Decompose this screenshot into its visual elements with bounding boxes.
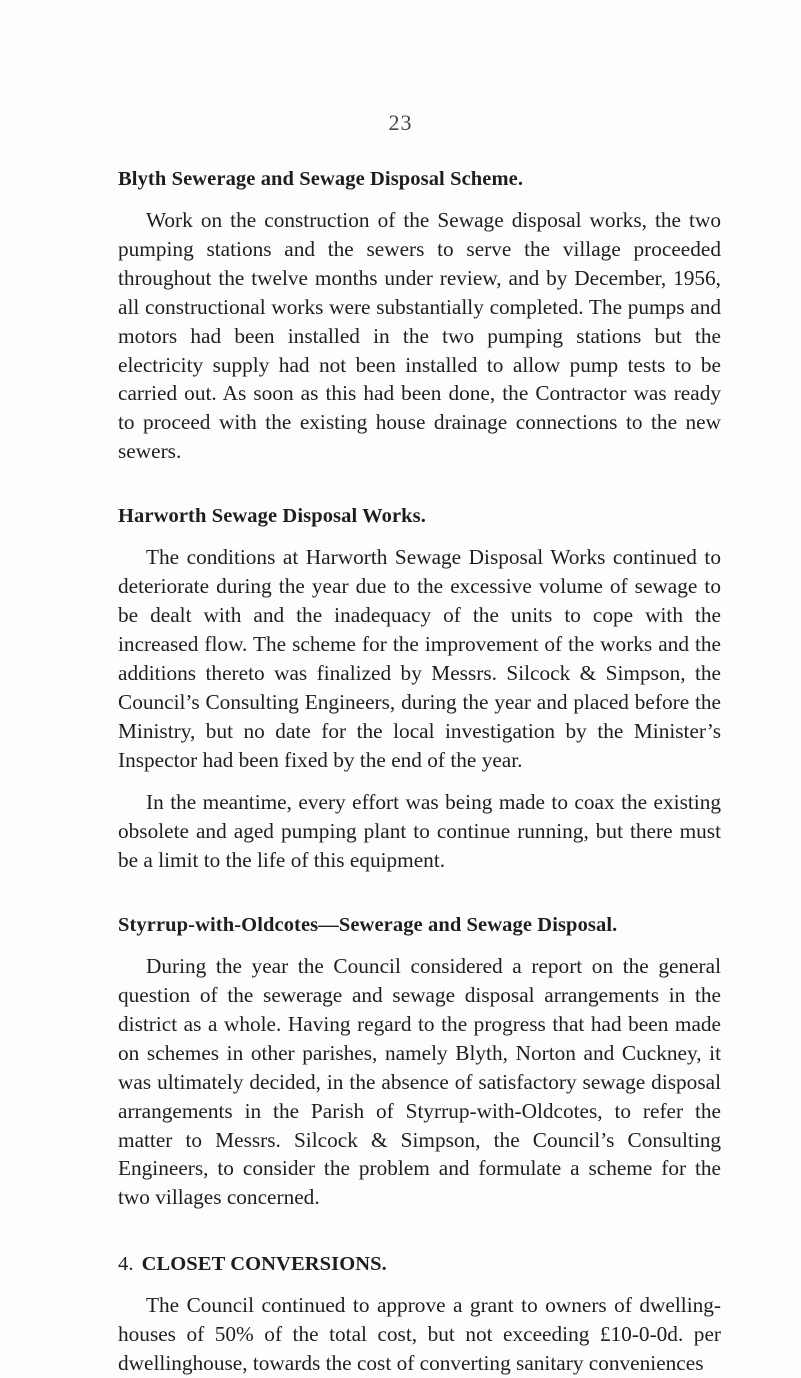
section-title: CLOSET CONVERSIONS. xyxy=(141,1253,387,1276)
section-blyth xyxy=(118,165,721,466)
section-number: 4. xyxy=(118,1253,134,1276)
section-heading: Harworth Sewage Disposal Works. xyxy=(118,505,426,528)
section-heading: Blyth Sewerage and Sewage Disposal Scheme. xyxy=(118,168,524,190)
section-heading xyxy=(118,1250,721,1279)
page-body xyxy=(118,165,721,1378)
section-styrrup xyxy=(118,911,721,1212)
body-paragraph: The conditions at Harworth Sewage Disposal Works continued to deteriorate during the year due to the excessive volume of sewage to be dealt with and the inadequacy of the units to cope with the increased flow. The scheme for the improvement of the works and the additions thereto was finalized by Messrs. Silcock & Simpson, the Council’s Consulting Engineers, during the year and placed before the Ministry, but no date for the local investigation by the Minister’s Inspector had been fixed by the end of the year. xyxy=(118,545,721,772)
body-paragraph: Work on the construction of the Sewage disposal works, the two pumping stations and the sewers to serve the village proceeded throughout the twelve months under review, and by December, 1956, all constructional works were substantially completed. The pumps and motors had been installed in the two pumping stations but the electricity supply had not been installed to allow pump tests to be carried out. As soon as this had been done, the Contractor was ready to proceed with the existing house drainage connections to the new sewers. xyxy=(118,208,721,464)
body-paragraph: The Council continued to approve a grant to owners of dwelling-houses of 50% of the total cost, but not exceeding £10-0-0d. per dwellinghouse, towards the cost of converting sanitary conveniences xyxy=(118,1293,721,1376)
page-number: 23 xyxy=(388,110,413,135)
body-paragraph: In the meantime, every effort was being made to coax the existing obsolete and aged pumping plant to continue running, but there must be a limit to the life of this equipment. xyxy=(118,790,721,873)
body-paragraph: During the year the Council considered a report on the general question of the sewerage and sewage disposal arrangements in the district as a whole. Having regard to the progress that had been made on schemes in other parishes, namely Blyth, Norton and Cuckney, it was ultimately decided, in the absence of satisfactory sewage disposal arrangements in the Parish of Styrrup-with-Oldcotes, to refer the matter to Messrs. Silcock & Simpson, the Council’s Consulting Engineers, to consider the problem and formulate a scheme for the two villages concerned. xyxy=(118,954,721,1210)
section-heading: Styrrup-with-Oldcotes—Sewerage and Sewage Disposal. xyxy=(118,914,618,937)
section-closet-conversions xyxy=(118,1250,721,1378)
section-harworth xyxy=(118,502,721,875)
